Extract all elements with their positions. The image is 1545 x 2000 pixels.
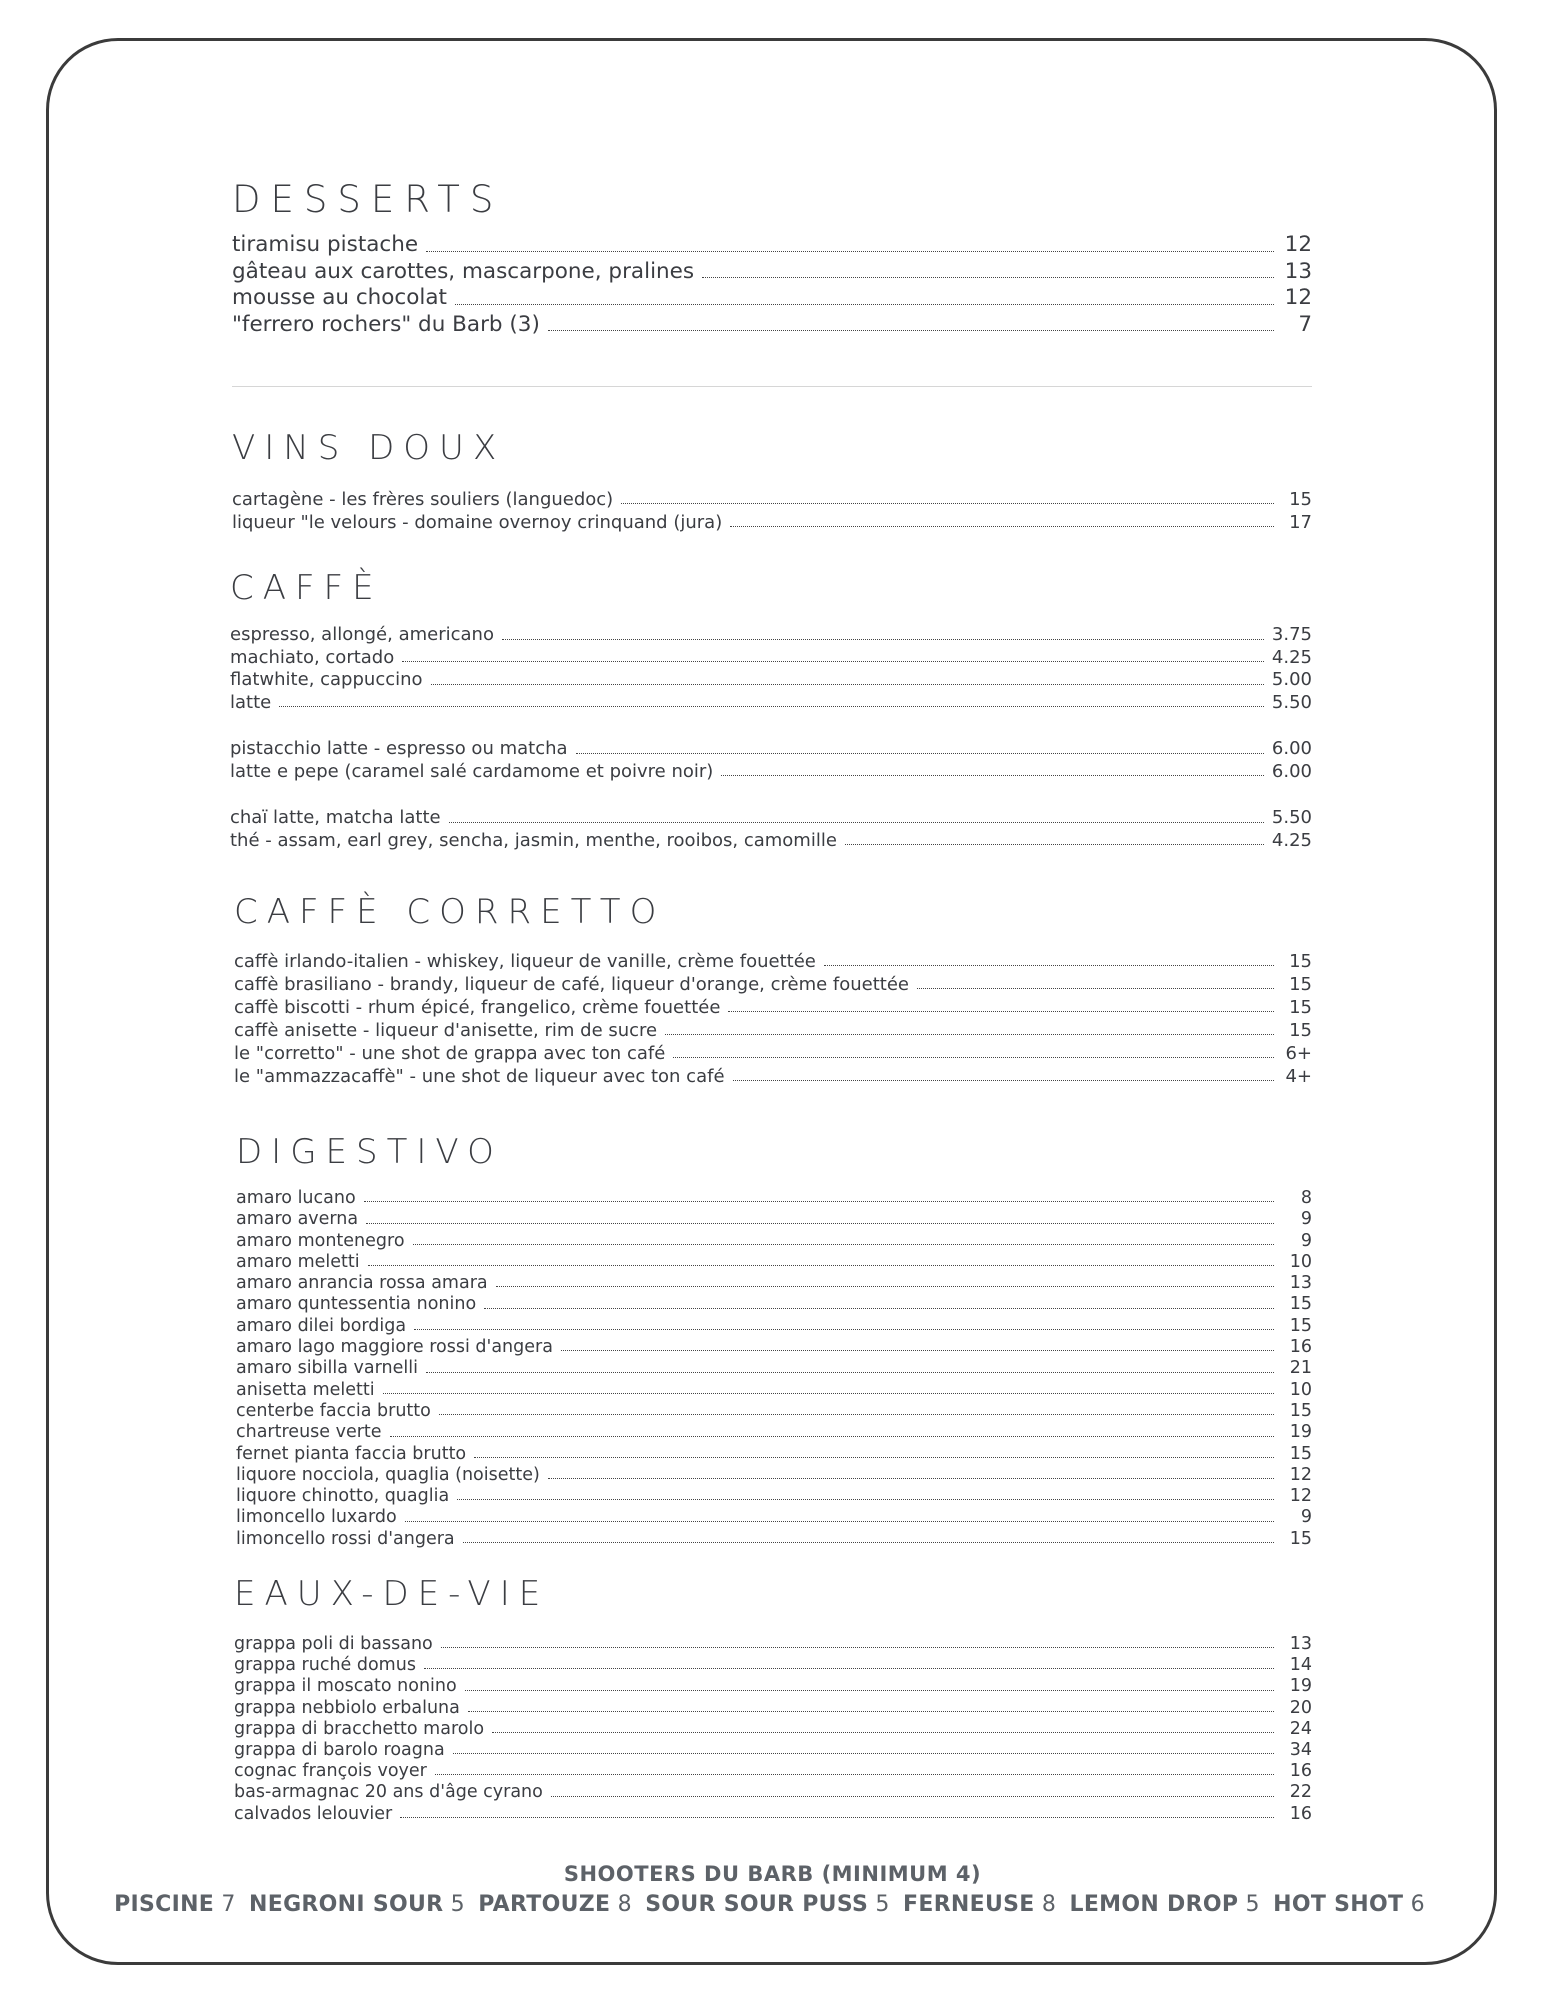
menu-item-row: [230, 624, 1312, 647]
menu-item-price: 8: [1300, 1188, 1312, 1208]
shooter-name: HOT SHOT: [1273, 1892, 1404, 1917]
menu-item-row: [236, 1422, 1312, 1443]
dot-leader: [449, 822, 1264, 823]
menu-item-name: liquore nocciola, quaglia (noisette): [236, 1464, 540, 1485]
menu-item-name: caffè brasiliano - brandy, liqueur de café, liqueur d'orange, crème fouettée: [234, 974, 909, 995]
menu-item-name: amaro dilei bordiga: [236, 1315, 407, 1336]
menu-item-name: le "ammazzacaffè" - une shot de liqueur avec ton café: [234, 1066, 725, 1087]
shooter-price: 8: [1034, 1892, 1057, 1917]
menu-item-name: grappa ruché domus: [234, 1655, 416, 1676]
menu-item-price: 13: [1289, 1634, 1312, 1654]
menu-item-name: caffè biscotti - rhum épicé, frangelico, crème fouettée: [234, 997, 721, 1018]
menu-item-name: latte: [230, 691, 272, 713]
menu-item-row: [236, 1401, 1312, 1422]
menu-item-row: [234, 1761, 1312, 1782]
menu-item-name: latte e pepe (caramel salé cardamome et poivre noir): [230, 760, 714, 782]
menu-item-row: [232, 285, 1312, 312]
menu-item-row: [234, 950, 1312, 973]
menu-item-row: [234, 1065, 1312, 1088]
menu-item-name: thé - assam, earl grey, sencha, jasmin, menthe, rooibos, camomille: [230, 829, 837, 851]
menu-item-price: 15: [1289, 489, 1312, 510]
menu-item-row: [236, 1316, 1312, 1337]
menu-item-price: 16: [1289, 1337, 1312, 1358]
menu-item-name: tiramisu pistache: [232, 232, 419, 257]
vins-doux-title: VINS DOUX: [232, 428, 506, 468]
menu-item-price: 6+: [1285, 1043, 1312, 1064]
dot-leader: [435, 1774, 1274, 1775]
menu-item-price: 4.25: [1271, 829, 1312, 851]
menu-item-name: calvados lelouvier: [234, 1803, 393, 1824]
menu-item-price: 12: [1289, 1464, 1312, 1485]
eaux-de-vie-title: EAUX-DE-VIE: [234, 1574, 550, 1614]
dot-leader: [455, 304, 1274, 305]
menu-item-row: [230, 830, 1312, 853]
menu-item-price: 12: [1289, 1486, 1312, 1507]
menu-item-price: 15: [1289, 1315, 1312, 1336]
caffe-list: [230, 624, 1312, 852]
menu-item-row: [230, 761, 1312, 784]
dot-leader: [576, 753, 1264, 754]
menu-item-price: 3.75: [1271, 624, 1312, 645]
menu-item-price: 7: [1298, 311, 1312, 337]
menu-item-name: liqueur "le velours - domaine overnoy crinquand (jura): [232, 512, 723, 533]
menu-item-name: amaro montenegro: [236, 1230, 405, 1251]
dot-leader: [463, 1542, 1274, 1543]
dot-leader: [496, 1286, 1274, 1287]
dot-leader: [414, 1329, 1274, 1330]
dot-leader: [453, 1753, 1274, 1754]
menu-item-name: amaro lago maggiore rossi d'angera: [236, 1337, 553, 1358]
shooter-name: PISCINE: [114, 1892, 215, 1917]
menu-item-row: [230, 669, 1312, 692]
menu-item-row: [232, 511, 1312, 534]
menu-item-name: amaro lucano: [236, 1188, 356, 1208]
menu-item-name: chaï latte, matcha latte: [230, 807, 441, 828]
dot-leader: [484, 1308, 1274, 1309]
dot-leader: [424, 1668, 1274, 1669]
menu-item-price: 12: [1284, 285, 1312, 310]
menu-item-row: [232, 259, 1312, 286]
menu-item-row: [234, 1782, 1312, 1803]
menu-item-row: [234, 1804, 1312, 1825]
shooter-name: FERNEUSE: [903, 1892, 1035, 1917]
menu-item-price: 5.50: [1271, 691, 1312, 713]
caffe-corretto-list: [234, 950, 1312, 1088]
dot-leader: [426, 251, 1274, 252]
shooter-price: 7: [214, 1892, 236, 1917]
menu-item-row: [236, 1444, 1312, 1465]
dot-leader: [364, 1201, 1274, 1202]
menu-item-row: [234, 996, 1312, 1019]
dot-leader: [621, 503, 1274, 504]
menu-item-row: [236, 1358, 1312, 1379]
dot-leader: [457, 1499, 1274, 1500]
menu-item-row: [234, 1042, 1312, 1065]
shooters-list: [0, 1892, 1545, 1917]
menu-item-row: [236, 1231, 1312, 1252]
menu-item-row: [234, 1019, 1312, 1042]
menu-item-row: [234, 1634, 1312, 1655]
dot-leader: [845, 844, 1264, 845]
menu-item-price: 10: [1289, 1251, 1312, 1272]
dot-leader: [502, 639, 1264, 640]
menu-item-name: amaro anrancia rossa amara: [236, 1273, 488, 1294]
menu-item-price: 17: [1289, 512, 1312, 533]
menu-item-name: flatwhite, cappuccino: [230, 669, 423, 690]
caffe-group: [230, 624, 1312, 714]
menu-item-row: [236, 1337, 1312, 1358]
menu-item-name: "ferrero rochers" du Barb (3): [232, 311, 540, 337]
menu-item-price: 22: [1289, 1782, 1312, 1803]
menu-item-row: [232, 232, 1312, 259]
shooter-name: NEGRONI SOUR: [249, 1892, 444, 1917]
menu-item-row: [234, 1655, 1312, 1676]
menu-item-row: [236, 1486, 1312, 1507]
menu-item-name: centerbe faccia brutto: [236, 1400, 431, 1421]
shooter-price: 5: [1238, 1892, 1260, 1917]
menu-item-price: 15: [1289, 1020, 1312, 1041]
dot-leader: [390, 1436, 1274, 1437]
desserts-title: DESSERTS: [232, 178, 504, 221]
menu-item-name: limoncello luxardo: [236, 1507, 397, 1528]
vins-doux-list: [232, 488, 1312, 534]
menu-item-price: 19: [1289, 1676, 1312, 1697]
menu-item-row: [236, 1529, 1312, 1550]
menu-item-name: cognac françois voyer: [234, 1761, 427, 1782]
menu-item-row: [234, 1719, 1312, 1740]
dot-leader: [551, 1796, 1274, 1797]
menu-item-name: amaro quntessentia nonino: [236, 1294, 477, 1315]
dot-leader: [402, 661, 1264, 662]
dot-leader: [368, 1265, 1274, 1266]
dot-leader: [474, 1457, 1274, 1458]
menu-item-row: [234, 973, 1312, 996]
dot-leader: [665, 1034, 1274, 1035]
dot-leader: [548, 1478, 1274, 1479]
menu-item-name: chartreuse verte: [236, 1422, 382, 1443]
menu-item-name: le "corretto" - une shot de grappa avec ton café: [234, 1043, 666, 1064]
dot-leader: [824, 965, 1274, 966]
menu-item-price: 6.00: [1271, 760, 1312, 782]
menu-item-row: [236, 1465, 1312, 1486]
dot-leader: [431, 684, 1264, 685]
desserts-list: [232, 232, 1312, 338]
menu-item-price: 15: [1289, 997, 1312, 1018]
menu-item-price: 19: [1289, 1422, 1312, 1443]
menu-item-name: liquore chinotto, quaglia: [236, 1486, 450, 1507]
dot-leader: [917, 988, 1274, 989]
digestivo-list: [236, 1188, 1312, 1550]
menu-item-row: [230, 738, 1312, 761]
shooter-price: 8: [610, 1892, 632, 1917]
shooters-title: SHOOTERS DU BARB (MINIMUM 4): [563, 1862, 982, 1886]
dot-leader: [728, 1011, 1274, 1012]
dot-leader: [441, 1647, 1274, 1648]
caffe-corretto-section: [234, 892, 1312, 1092]
menu-item-price: 13: [1289, 1273, 1312, 1294]
menu-item-price: 5.50: [1271, 807, 1312, 828]
menu-item-row: [230, 692, 1312, 715]
dot-leader: [383, 1393, 1274, 1394]
menu-item-row: [236, 1294, 1312, 1315]
shooter-name: PARTOUZE: [478, 1892, 611, 1917]
menu-item-price: 9: [1300, 1507, 1312, 1528]
menu-item-name: gâteau aux carottes, mascarpone, pralines: [232, 258, 695, 284]
menu-item-name: caffè anisette - liqueur d'anisette, rim de sucre: [234, 1020, 658, 1041]
digestivo-title: DIGESTIVO: [236, 1132, 503, 1172]
menu-item-row: [230, 807, 1312, 830]
dot-leader: [400, 1817, 1274, 1818]
dot-leader: [405, 1521, 1274, 1522]
menu-item-price: 13: [1284, 258, 1312, 284]
digestivo-section: [236, 1132, 1312, 1552]
caffe-corretto-title: CAFFÈ CORRETTO: [234, 892, 666, 932]
dot-leader: [439, 1414, 1274, 1415]
menu-item-name: mousse au chocolat: [232, 285, 447, 310]
eaux-de-vie-list: [234, 1634, 1312, 1825]
menu-item-name: grappa il moscato nonino: [234, 1676, 457, 1697]
shooter-price: 6: [1403, 1892, 1425, 1917]
shooter-name: LEMON DROP: [1069, 1892, 1239, 1917]
menu-item-price: 14: [1289, 1655, 1312, 1676]
menu-item-name: fernet pianta faccia brutto: [236, 1443, 467, 1464]
menu-item-price: 15: [1289, 1294, 1312, 1315]
menu-item-price: 10: [1289, 1379, 1312, 1400]
menu-item-name: grappa poli di bassano: [234, 1634, 433, 1654]
shooter-name: SOUR SOUR PUSS: [645, 1892, 869, 1917]
menu-item-name: amaro averna: [236, 1209, 359, 1230]
caffe-group: [230, 807, 1312, 852]
caffe-title: CAFFÈ: [230, 568, 383, 608]
menu-item-price: 9: [1300, 1230, 1312, 1251]
menu-item-price: 20: [1289, 1697, 1312, 1718]
menu-item-price: 21: [1289, 1358, 1312, 1379]
dot-leader: [413, 1244, 1274, 1245]
menu-item-name: espresso, allongé, americano: [230, 624, 494, 645]
menu-item-price: 12: [1284, 232, 1312, 257]
menu-item-name: caffè irlando-italien - whiskey, liqueur de vanille, crème fouettée: [234, 951, 816, 972]
menu-item-row: [236, 1252, 1312, 1273]
dot-leader: [702, 277, 1274, 278]
dot-leader: [366, 1223, 1274, 1224]
menu-item-name: grappa di barolo roagna: [234, 1740, 445, 1761]
dot-leader: [561, 1350, 1274, 1351]
menu-item-price: 15: [1289, 1443, 1312, 1464]
menu-item-price: 5.00: [1271, 669, 1312, 690]
dot-leader: [673, 1057, 1274, 1058]
dot-leader: [730, 526, 1274, 527]
menu-item-row: [232, 488, 1312, 511]
menu-item-row: [232, 312, 1312, 339]
menu-item-row: [234, 1740, 1312, 1761]
menu-item-price: 16: [1289, 1803, 1312, 1824]
menu-item-row: [236, 1380, 1312, 1401]
caffe-group: [230, 738, 1312, 783]
dot-leader: [721, 775, 1264, 776]
menu-item-row: [230, 647, 1312, 670]
shooter-price: 5: [868, 1892, 890, 1917]
menu-item-row: [236, 1209, 1312, 1230]
dot-leader: [548, 330, 1274, 331]
menu-item-price: 15: [1289, 1400, 1312, 1421]
dot-leader: [465, 1690, 1274, 1691]
menu-item-price: 16: [1289, 1761, 1312, 1782]
shooter-price: 5: [443, 1892, 465, 1917]
menu-item-price: 4+: [1285, 1066, 1312, 1087]
menu-item-name: amaro meletti: [236, 1251, 360, 1272]
menu-item-price: 24: [1289, 1718, 1312, 1739]
dot-leader: [468, 1711, 1274, 1712]
menu-item-price: 4.25: [1271, 646, 1312, 668]
desserts-section: [232, 176, 1312, 356]
menu-item-name: anisetta meletti: [236, 1379, 375, 1400]
caffe-section: [230, 568, 1312, 868]
menu-item-row: [234, 1676, 1312, 1697]
menu-item-price: 6.00: [1271, 738, 1312, 759]
section-divider: [232, 386, 1312, 387]
dot-leader: [733, 1080, 1274, 1081]
menu-item-row: [236, 1188, 1312, 1209]
menu-item-name: pistacchio latte - espresso ou matcha: [230, 738, 568, 759]
menu-item-price: 15: [1289, 974, 1312, 995]
menu-item-name: grappa di bracchetto marolo: [234, 1718, 485, 1739]
dot-leader: [492, 1732, 1274, 1733]
menu-item-price: 34: [1289, 1740, 1312, 1761]
menu-item-name: bas-armagnac 20 ans d'âge cyrano: [234, 1782, 543, 1803]
menu-item-name: amaro sibilla varnelli: [236, 1358, 418, 1379]
menu-item-price: 15: [1289, 951, 1312, 972]
vins-doux-section: [232, 428, 1312, 538]
menu-item-name: limoncello rossi d'angera: [236, 1528, 455, 1549]
menu-item-row: [236, 1273, 1312, 1294]
menu-item-price: 15: [1289, 1528, 1312, 1549]
menu-item-name: cartagène - les frères souliers (languedoc): [232, 489, 614, 510]
menu-item-name: grappa nebbiolo erbaluna: [234, 1697, 460, 1718]
menu-item-price: 9: [1300, 1209, 1312, 1230]
menu-item-row: [236, 1507, 1312, 1528]
menu-item-name: machiato, cortado: [230, 646, 395, 668]
dot-leader: [426, 1372, 1274, 1373]
dot-leader: [279, 706, 1264, 707]
menu-item-row: [234, 1698, 1312, 1719]
eaux-de-vie-section: [234, 1574, 1312, 1834]
